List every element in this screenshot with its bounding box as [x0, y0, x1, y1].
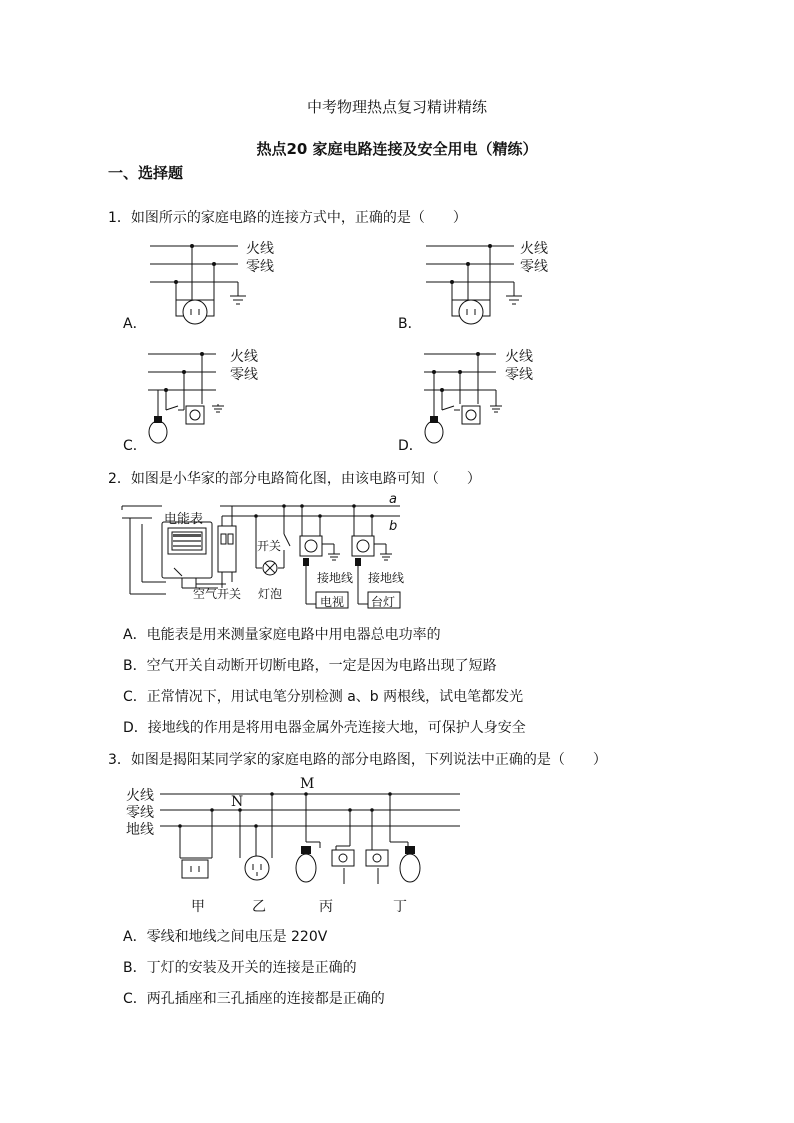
q2-meter-label: 电能表: [164, 512, 204, 527]
q2-air-switch-label: 空气开关: [193, 587, 242, 601]
q2-option-c: C．正常情况下，用试电笔分别检测 a、b 两根线，试电笔都发光: [123, 689, 524, 705]
q1-option-b: B．: [398, 316, 422, 332]
q3-label-ding: 丁: [393, 899, 407, 915]
q2-ground-label-1: 接地线: [317, 571, 354, 585]
q3-point-n: N: [231, 794, 244, 810]
q3-option-b: B．丁灯的安装及开关的连接是正确的: [123, 960, 357, 976]
q1c-zero-label: 零线: [230, 367, 258, 383]
q2-option-b: B．空气开关自动断开切断电路，一定是因为电路出现了短路: [123, 658, 497, 674]
q1b-zero-label: 零线: [520, 259, 548, 275]
q3-point-m: M: [300, 776, 315, 792]
q1d-fire-label: 火线: [505, 349, 533, 365]
q3-stem: 3．如图是揭阳某同学家的家庭电路的部分电路图，下列说法中正确的是（ ）: [108, 752, 607, 768]
q1c-fire-label: 火线: [230, 349, 258, 365]
q2-tv-label: 电视: [320, 595, 345, 609]
q3-option-a: A．零线和地线之间电压是 220V: [123, 929, 328, 945]
q3-circuit-diagram: [160, 784, 470, 894]
q3-option-c: C．两孔插座和三孔插座的连接都是正确的: [123, 991, 385, 1007]
q2-bulb-label: 灯泡: [258, 587, 283, 601]
q3-fire-label: 火线: [126, 788, 154, 804]
part-title: 一、选择题: [108, 164, 184, 182]
q3-label-jia: 甲: [191, 899, 205, 915]
q1-option-a: A．: [123, 316, 147, 332]
q1a-fire-label: 火线: [246, 241, 274, 257]
q1a-zero-label: 零线: [246, 259, 274, 275]
q2-lamp-label: 台灯: [371, 595, 396, 609]
q1-stem: 1．如图所示的家庭电路的连接方式中，正确的是（ ）: [108, 210, 467, 226]
doc-title: 中考物理热点复习精讲精练: [306, 98, 487, 116]
q2-wire-b-label: b: [389, 519, 398, 534]
q3-zero-label: 零线: [126, 805, 154, 821]
q1d-zero-label: 零线: [505, 367, 533, 383]
q3-label-bing: 丙: [319, 899, 333, 915]
q2-option-a: A．电能表是用来测量家庭电路中用电器总电功率的: [123, 627, 441, 643]
q1-option-d: D．: [398, 438, 423, 454]
q2-ground-label-2: 接地线: [368, 571, 405, 585]
section-title: 热点20 家庭电路连接及安全用电（精练）: [256, 140, 538, 158]
q3-label-yi: 乙: [252, 899, 266, 915]
q2-switch-label: 开关: [257, 539, 282, 553]
q3-ground-label: 地线: [126, 822, 154, 838]
q2-option-d: D．接地线的作用是将用电器金属外壳连接大地，可保护人身安全: [123, 720, 526, 736]
q2-wire-a-label: a: [389, 492, 397, 507]
q1-option-c: C．: [123, 438, 147, 454]
q2-stem: 2．如图是小华家的部分电路简化图，由该电路可知（ ）: [108, 471, 481, 487]
q1b-fire-label: 火线: [520, 241, 548, 257]
